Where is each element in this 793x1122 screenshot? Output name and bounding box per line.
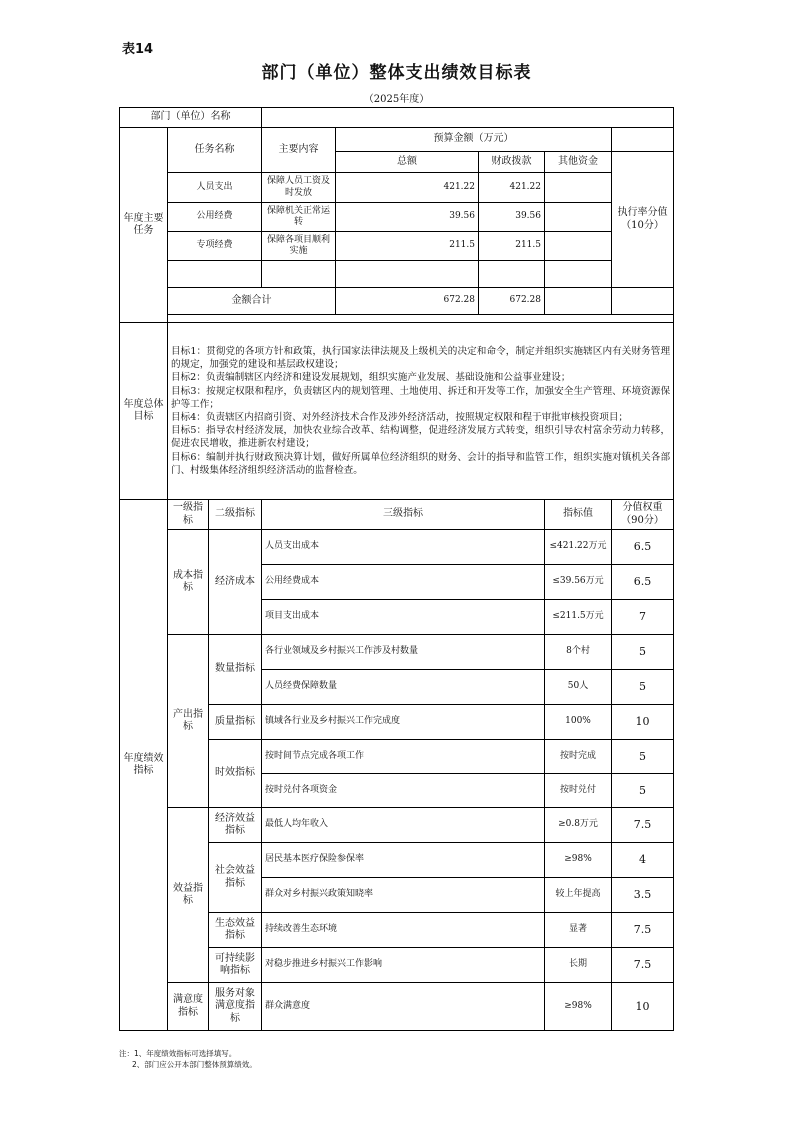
indicator-weight: 6.5: [612, 530, 674, 565]
indicator-name: 居民基本医疗保险参保率: [262, 843, 545, 878]
task-content: 保障人员工资及时发放: [262, 173, 336, 203]
goal-line: 目标1：贯彻党的各项方针和政策，执行国家法律法规及上级机关的决定和命令，制定并组织实施辖区内有关财务管理的规定，加强党的建设和基层政权建设；: [171, 345, 671, 371]
task-name-header: 任务名称: [168, 128, 262, 173]
indicator-value: 长期: [545, 948, 612, 983]
task-total: 39.56: [336, 203, 479, 232]
indicator-value: 50人: [545, 670, 612, 705]
goal-line: 目标2：负责编制辖区内经济和建设发展规划，组织实施产业发展、基础设施和公益事业建设；: [171, 372, 571, 384]
level2-header: 二级指标: [209, 500, 262, 530]
exec-rate-blank: [612, 128, 674, 152]
fiscal-year: （2025年度）: [363, 94, 430, 105]
sum-fiscal: 672.28: [479, 288, 545, 315]
indicator-value: ≤421.22万元: [545, 530, 612, 565]
tasks-spacer: [168, 315, 674, 323]
indicator-value: 100%: [545, 705, 612, 740]
task-fiscal: [479, 261, 545, 288]
indicator-name: 按时间节点完成各项工作: [262, 740, 545, 774]
goal-line: 目标3：按规定权限和程序，负责辖区内的规划管理、土地使用、拆迁和开发等工作，加强安全生产管理、环境资源保护等工作；: [171, 385, 671, 410]
indicator-value: 显著: [545, 913, 612, 948]
indicator-weight: 5: [612, 774, 674, 808]
task-content: 保障各项目顺利实施: [262, 232, 336, 261]
footnote: 注：1、年度绩效指标可选择填写。: [119, 1049, 237, 1058]
indicator-weight: 7.5: [612, 913, 674, 948]
indicator-weight: 3.5: [612, 878, 674, 913]
quality-indicator-label: 质量指标: [209, 705, 262, 740]
task-name: 人员支出: [168, 173, 262, 203]
ecological-benefit-label: 生态效益指标: [209, 913, 262, 948]
value-header: 指标值: [545, 500, 612, 530]
indicator-name: 项目支出成本: [262, 600, 545, 635]
task-total: 421.22: [336, 173, 479, 203]
task-total: [336, 261, 479, 288]
indicator-value: ≤211.5万元: [545, 600, 612, 635]
task-content: 保障机关正常运转: [262, 203, 336, 232]
sustainable-impact-label: 可持续影响指标: [209, 948, 262, 983]
exec-rate-score: 执行率分值（10分）: [612, 152, 674, 288]
level1-header: 一级指标: [168, 500, 209, 530]
indicator-value: 按时兑付: [545, 774, 612, 808]
task-fiscal: 421.22: [479, 173, 545, 203]
table-number: 表14: [122, 42, 154, 57]
other-funds-header: 其他资金: [545, 152, 612, 173]
indicator-value: ≤39.56万元: [545, 565, 612, 600]
footnotes: [119, 1048, 257, 1071]
indicator-name: 群众对乡村振兴政策知晓率: [262, 878, 545, 913]
footnote: 2、部门应公开本部门整体预算绩效。: [132, 1060, 257, 1070]
indicator-name: 镇域各行业及乡村振兴工作完成度: [262, 705, 545, 740]
indicator-value: 8个村: [545, 635, 612, 670]
indicator-name: 对稳步推进乡村振兴工作影响: [262, 948, 545, 983]
sum-other: [545, 288, 612, 315]
indicator-weight: 10: [612, 705, 674, 740]
task-name: 公用经费: [168, 203, 262, 232]
indicator-name: 各行业领域及乡村振兴工作涉及村数量: [262, 635, 545, 670]
performance-target-table: [119, 107, 674, 1031]
task-name: 专项经费: [168, 232, 262, 261]
indicator-weight: 7: [612, 600, 674, 635]
goal-line: 目标4：负责辖区内招商引资、对外经济技术合作及涉外经济活动，按照规定权限和程于审批审核投资项目；: [171, 412, 629, 423]
goals-text: [168, 323, 674, 500]
indicator-name: 人员经费保障数量: [262, 670, 545, 705]
service-satisfaction-label: 服务对象满意度指标: [209, 983, 262, 1031]
total-header: 总额: [336, 152, 479, 173]
tasks-section-label: 年度主要任务: [120, 128, 168, 323]
task-total: 211.5: [336, 232, 479, 261]
fiscal-header: 财政拨款: [479, 152, 545, 173]
indicator-value: 按时完成: [545, 740, 612, 774]
cost-indicator-label: 成本指标: [168, 530, 209, 635]
budget-header: 预算金额（万元）: [336, 128, 612, 152]
economic-benefit-label: 经济效益指标: [209, 808, 262, 843]
indicator-name: 公用经费成本: [262, 565, 545, 600]
indicator-name: 最低人均年收入: [262, 808, 545, 843]
task-name: [168, 261, 262, 288]
indicator-name: 群众满意度: [262, 983, 545, 1031]
indicator-weight: 5: [612, 635, 674, 670]
page-title: 部门（单位）整体支出绩效目标表: [261, 63, 532, 83]
sum-exec-blank: [612, 288, 674, 315]
task-content-header: 主要内容: [262, 128, 336, 173]
task-other: [545, 203, 612, 232]
indicator-weight: 4: [612, 843, 674, 878]
indicator-value: ≥98%: [545, 843, 612, 878]
goal-line: 目标5：指导农村经济发展，加快农业综合改革、结构调整，促进经济发展方式转变，组织引导农村富余劳动力转移，促进农民增收，推进新农村建设；: [171, 425, 671, 450]
task-content: [262, 261, 336, 288]
task-other: [545, 232, 612, 261]
indicator-weight: 5: [612, 670, 674, 705]
task-other: [545, 173, 612, 203]
indicators-section-label: 年度绩效指标: [120, 500, 168, 1031]
indicator-value: ≥98%: [545, 983, 612, 1031]
satisfaction-indicator-label: 满意度指标: [168, 983, 209, 1031]
level3-header: 三级指标: [262, 500, 545, 530]
goals-section-label: 年度总体目标: [120, 323, 168, 500]
indicator-weight: 7.5: [612, 948, 674, 983]
sum-label: 金额合计: [168, 288, 336, 315]
task-other: [545, 261, 612, 288]
task-fiscal: 39.56: [479, 203, 545, 232]
quantity-indicator-label: 数量指标: [209, 635, 262, 705]
dept-name-label: 部门（单位）名称: [120, 108, 262, 128]
indicator-name: 人员支出成本: [262, 530, 545, 565]
indicator-weight: 10: [612, 983, 674, 1031]
task-fiscal: 211.5: [479, 232, 545, 261]
indicator-weight: 6.5: [612, 565, 674, 600]
dept-name-value: [262, 108, 674, 128]
output-indicator-label: 产出指标: [168, 635, 209, 808]
benefit-indicator-label: 效益指标: [168, 808, 209, 983]
indicator-weight: 5: [612, 740, 674, 774]
weight-header: 分值权重（90分）: [612, 500, 674, 530]
goal-line: 目标6：编制并执行财政预决算计划，做好所属单位经济组织的财务、会计的指导和监管工作，组织实施对镇机关各部门、村级集体经济组织经济活动的监督检查。: [171, 451, 671, 476]
indicator-value: ≥0.8万元: [545, 808, 612, 843]
social-benefit-label: 社会效益指标: [209, 843, 262, 913]
indicator-name: 按时兑付各项资金: [262, 774, 545, 808]
indicator-value: 较上年提高: [545, 878, 612, 913]
time-indicator-label: 时效指标: [209, 740, 262, 808]
economic-cost-label: 经济成本: [209, 530, 262, 635]
indicator-weight: 7.5: [612, 808, 674, 843]
sum-total: 672.28: [336, 288, 479, 315]
indicator-name: 持续改善生态环境: [262, 913, 545, 948]
